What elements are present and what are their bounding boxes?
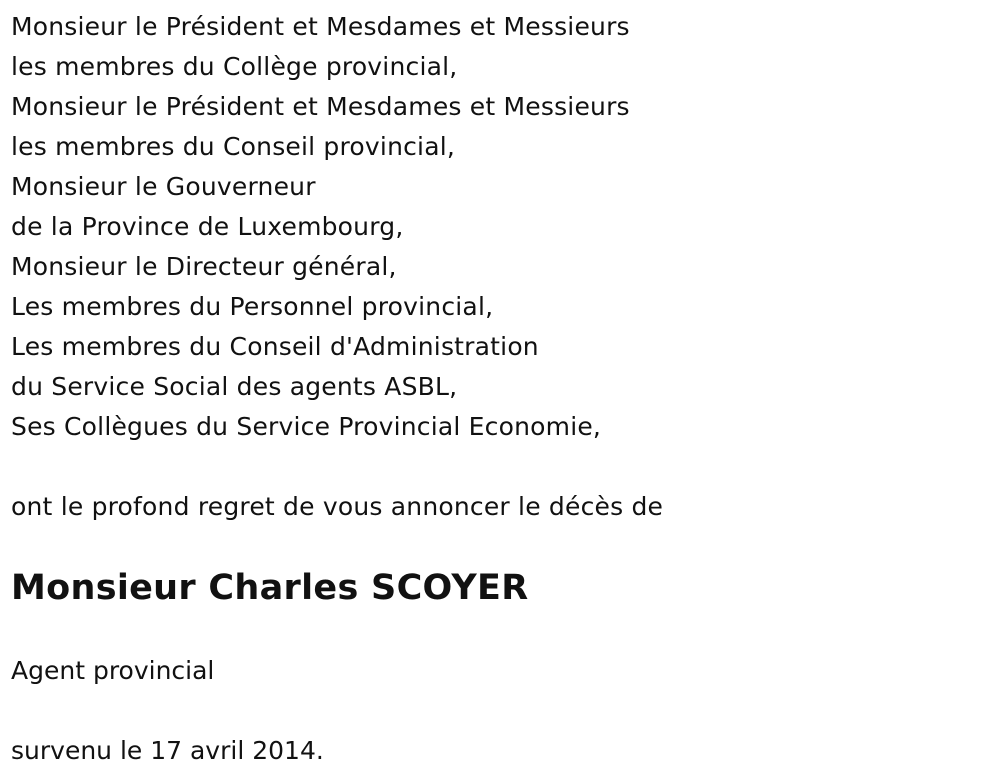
sender-line: Ses Collègues du Service Provincial Economie,	[11, 412, 602, 441]
sender-line: Monsieur le Président et Mesdames et Messieurs	[11, 92, 630, 121]
deceased-name: Monsieur Charles SCOYER	[11, 568, 529, 608]
announcement-text: ont le profond regret de vous annoncer le décès de	[11, 492, 664, 521]
sender-line: Monsieur le Président et Mesdames et Messieurs	[11, 12, 630, 41]
sender-line: les membres du Conseil provincial,	[11, 132, 456, 161]
sender-line: du Service Social des agents ASBL,	[11, 372, 458, 401]
sender-line: Monsieur le Gouverneur	[11, 172, 316, 201]
senders-list	[11, 7, 991, 447]
sender-line: les membres du Collège provincial,	[11, 52, 458, 81]
death-notice	[11, 7, 991, 771]
sender-line: de la Province de Luxembourg,	[11, 212, 404, 241]
sender-line: Monsieur le Directeur général,	[11, 252, 397, 281]
sender-line: Les membres du Conseil d'Administration	[11, 332, 539, 361]
sender-line: Les membres du Personnel provincial,	[11, 292, 494, 321]
deceased-role: Agent provincial	[11, 656, 215, 685]
date-of-death: survenu le 17 avril 2014.	[11, 736, 324, 765]
